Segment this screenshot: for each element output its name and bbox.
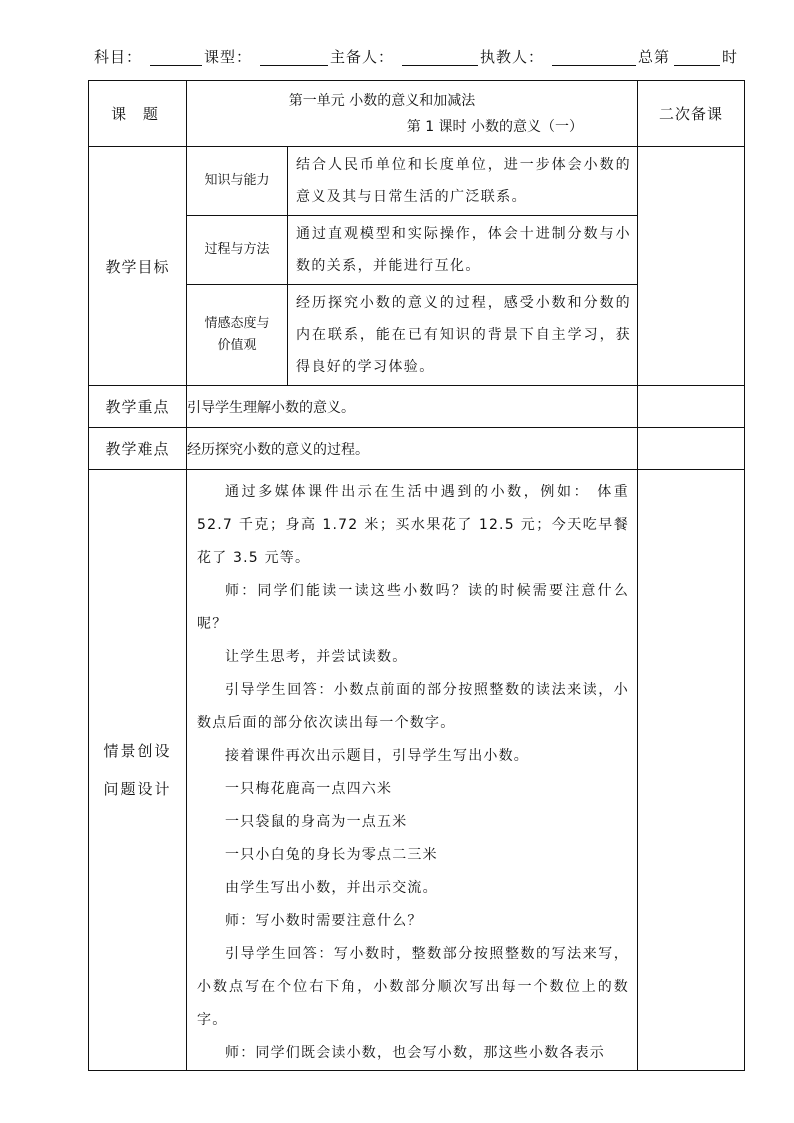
difficulty-row: [89, 428, 745, 470]
second-prep-key-point: [638, 386, 745, 428]
document-header: [94, 46, 740, 72]
lesson-type-label: 课型：: [204, 48, 253, 66]
objective-label-knowledge: 知识与能力: [187, 147, 288, 216]
preparer-blank: [402, 65, 478, 66]
design-paragraph: 一只小白兔的身长为零点二三米: [225, 847, 438, 863]
objective-text-attitude: 经历探究小数的意义的过程，感受小数和分数的内在联系，能在已有知识的背景下自主学习，获得良好的学习体验。: [288, 285, 638, 386]
design-paragraph: 师：写小数时需要注意什么？: [225, 913, 423, 929]
preparer-label: 主备人：: [330, 48, 395, 66]
objective-text-knowledge: 结合人民币单位和长度单位，进一步体会小数的意义及其与日常生活的广泛联系。: [288, 147, 638, 216]
design-paragraph: 引导学生回答：写小数时，整数部分按照整数的写法来写，小数点写在个位右下角，小数部分顺次写出每一个数位上的数字。: [197, 946, 630, 1028]
design-paragraph: 师：同学们能读一读这些小数吗？读的时候需要注意什么呢？: [197, 583, 630, 632]
subject-label: 科目：: [94, 48, 143, 66]
unit-title: 第一单元 小数的意义和加减法: [288, 92, 476, 109]
second-prep-difficulty: [638, 428, 745, 470]
design-label: [89, 470, 187, 1071]
design-label-line1: 情景创设: [103, 742, 172, 760]
design-content: [187, 470, 638, 1071]
difficulty-text: 经历探究小数的意义的过程。: [187, 428, 638, 470]
design-paragraph: 一只梅花鹿高一点四六米: [225, 781, 393, 797]
key-point-text: 引导学生理解小数的意义。: [187, 386, 638, 428]
key-point-label: 教学重点: [89, 386, 187, 428]
second-prep-design: [638, 470, 745, 1071]
key-point-row: [89, 386, 745, 428]
design-paragraph: 师：同学们既会读小数，也会写小数，那这些小数各表示: [225, 1045, 605, 1061]
design-paragraph: 让学生思考，并尝试读数。: [225, 649, 408, 665]
objective-label-attitude-line2: 价值观: [217, 338, 257, 353]
period-label: 时: [722, 48, 739, 66]
objective-label-attitude-line1: 情感态度与: [204, 316, 270, 331]
objective-row-knowledge: [89, 147, 745, 216]
design-paragraph: 由学生写出小数，并出示交流。: [225, 880, 438, 896]
objectives-label: 教学目标: [89, 147, 187, 386]
total-blank: [674, 65, 720, 66]
second-prep-objectives: [638, 147, 745, 386]
lesson-title: 第 1 课时 小数的意义（一）: [406, 118, 584, 135]
difficulty-label: 教学难点: [89, 428, 187, 470]
topic-title: [187, 81, 638, 147]
objective-text-process: 通过直观模型和实际操作，体会十进制分数与小数的关系，并能进行互化。: [288, 216, 638, 285]
design-paragraph: 接着课件再次出示题目，引导学生写出小数。: [225, 748, 529, 764]
second-prep-label: 二次备课: [638, 81, 745, 147]
total-label: 总第: [638, 48, 671, 66]
teacher-label: 执教人：: [480, 48, 545, 66]
topic-label: 课 题: [89, 81, 187, 147]
topic-row: [89, 81, 745, 147]
objective-label-attitude: [187, 285, 288, 386]
lesson-plan-table: [88, 80, 745, 1071]
design-paragraph: 一只袋鼠的身高为一点五米: [225, 814, 408, 830]
design-paragraph: 通过多媒体课件出示在生活中遇到的小数，例如： 体重 52.7 千克；身高 1.72 米；买水果花了 12.5 元；今天吃早餐花了 3.5 元等。: [197, 484, 630, 566]
lesson-type-blank: [260, 65, 328, 66]
design-paragraph: 引导学生回答：小数点前面的部分按照整数的读法来读，小数点后面的部分依次读出每一个数字。: [197, 682, 630, 731]
objective-label-process: 过程与方法: [187, 216, 288, 285]
subject-blank: [150, 65, 202, 66]
teacher-blank: [552, 65, 636, 66]
design-row: [89, 470, 745, 1071]
design-label-line2: 问题设计: [103, 780, 172, 798]
